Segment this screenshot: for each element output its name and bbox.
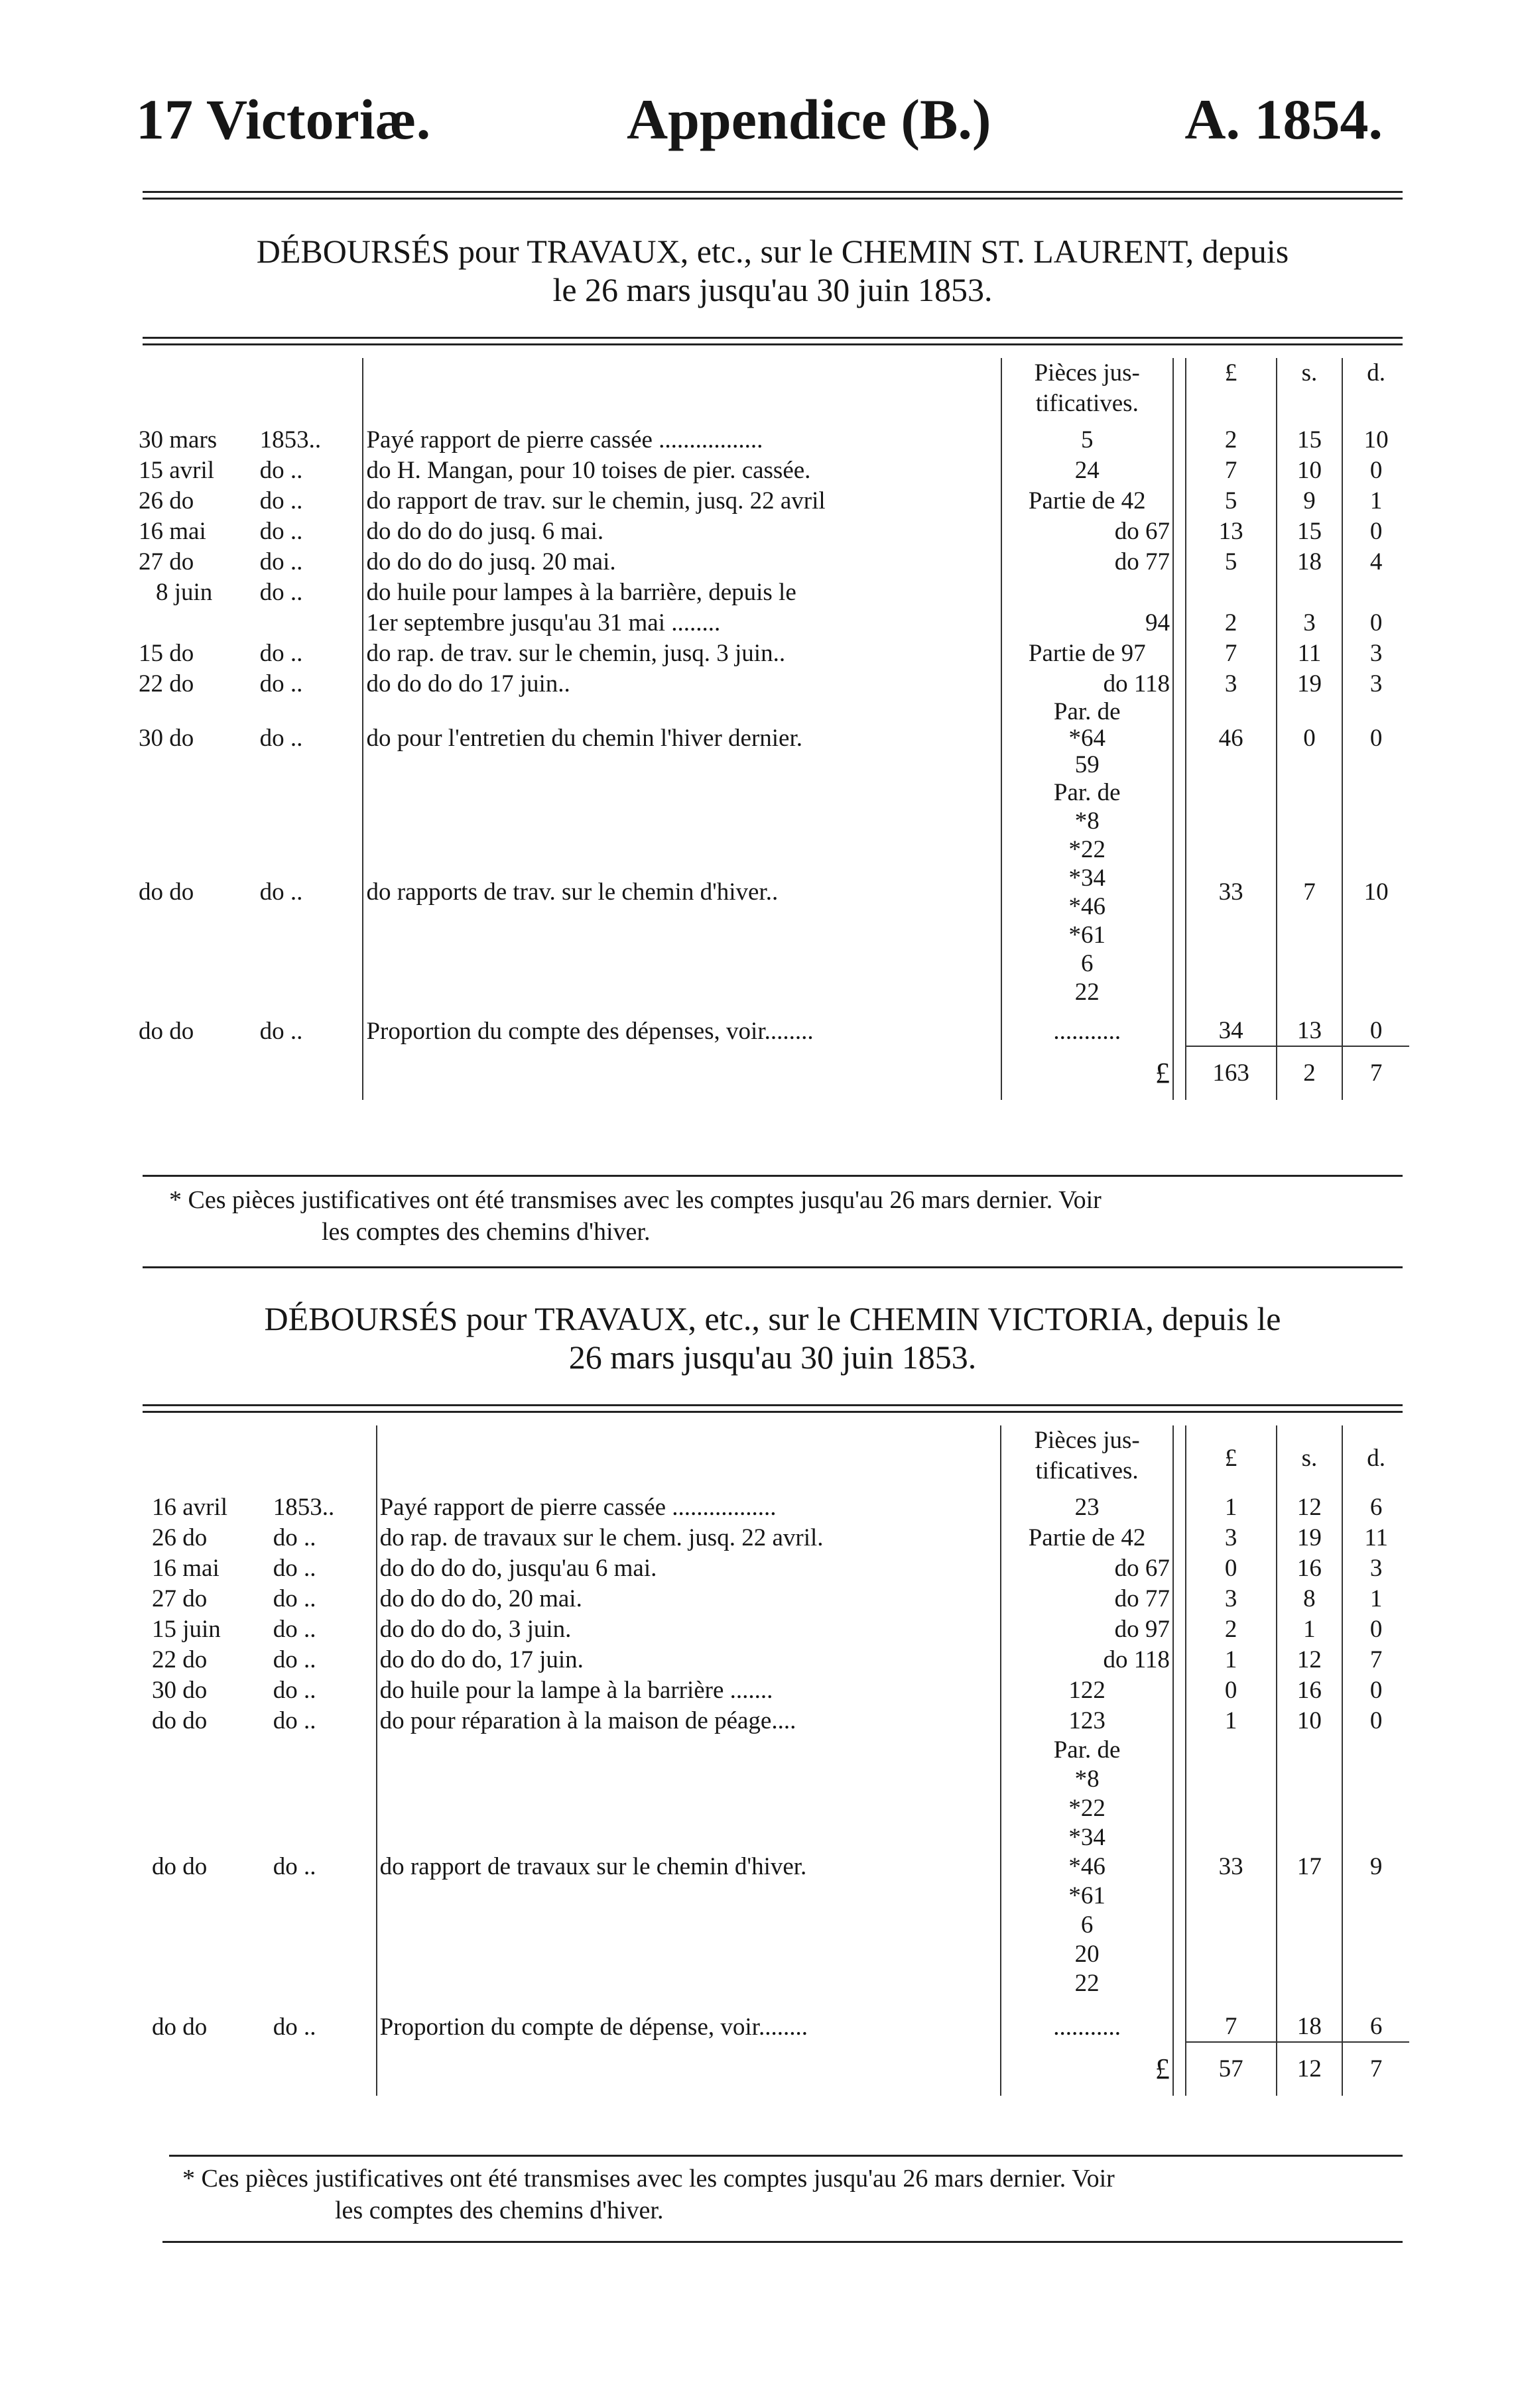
row-pence: 3 (1369, 670, 1383, 697)
row-shillings: 15 (1277, 424, 1343, 455)
section-divider (143, 1266, 1403, 1268)
piece-item: 6 (1081, 950, 1094, 977)
row-shillings: 3 (1277, 607, 1343, 638)
row-pence: 0 (1369, 518, 1383, 545)
row-date: 26 do (152, 1524, 208, 1551)
section1-table (136, 358, 1409, 1100)
piece-item: *22 (1068, 1795, 1105, 1822)
row-piece: do 118 (1001, 1644, 1173, 1675)
row-shillings: 1 (1277, 1614, 1343, 1644)
row-date: do do (152, 1853, 208, 1880)
row-date: 16 mai (139, 518, 206, 545)
row-date: 8 juin (156, 579, 213, 606)
row-description: Proportion du compte des dépenses, voir........ (363, 1006, 1001, 1046)
row-description: do rapports de trav. sur le chemin d'hiver.. (363, 778, 1001, 1006)
pence-header: d. (1367, 359, 1385, 387)
row-description: Payé rapport de pierre cassée ................. (377, 1492, 1001, 1522)
row-description: do huile pour la lampe à la barrière ....... (377, 1675, 1001, 1705)
row-date: 15 juin (152, 1616, 221, 1643)
row-date: 16 avril (152, 1494, 228, 1521)
row-description: do do do do, jusqu'au 6 mai. (377, 1553, 1001, 1583)
row-date: 16 mai (152, 1555, 220, 1582)
piece-item: 6 (1080, 1911, 1094, 1939)
row-year: do .. (257, 778, 363, 1006)
section2-title-line1: DÉBOURSÉS pour TRAVAUX, etc., sur le CHEMIN VICTORIA, depuis le (264, 1300, 1281, 1337)
row-description: do rapport de trav. sur le chemin, jusq. 22 avril (363, 485, 1001, 516)
row-date: do do (152, 2014, 208, 2041)
table-rule (143, 337, 1403, 339)
total-row (149, 2042, 1409, 2096)
row-piece: do 67 (1001, 1553, 1173, 1583)
row-year: do .. (257, 485, 363, 516)
table-row (149, 1998, 1409, 2042)
row-shillings: 8 (1277, 1583, 1343, 1614)
row-shillings: 13 (1277, 1006, 1343, 1046)
row-year: do .. (271, 1583, 377, 1614)
row-year: do .. (257, 638, 363, 668)
total-symbol: £ (1001, 1046, 1173, 1100)
row-piece: 23 (1001, 1492, 1173, 1522)
row-shillings (1277, 577, 1343, 607)
table-row (136, 668, 1409, 699)
row-pounds: 33 (1186, 778, 1277, 1006)
row-shillings: 18 (1277, 1998, 1343, 2042)
piece-item: *61 (1068, 922, 1105, 949)
row-pence: 0 (1369, 1616, 1383, 1643)
row-piece: 24 (1001, 455, 1173, 485)
row-date: 27 do (152, 1585, 208, 1612)
row-shillings: 12 (1277, 1644, 1343, 1675)
piece-item: Par. de (1053, 779, 1121, 806)
row-piece: 123 (1001, 1705, 1173, 1736)
footnote-line2: les comptes des chemins d'hiver. (322, 1218, 651, 1246)
footnote-line2: les comptes des chemins d'hiver. (335, 2197, 664, 2224)
row-piece: 122 (1001, 1675, 1173, 1705)
row-piece: do 77 (1001, 1583, 1173, 1614)
row-description: do pour réparation à la maison de péage.... (377, 1705, 1001, 1736)
row-date: 15 avril (139, 457, 215, 484)
row-pounds: 1 (1186, 1644, 1277, 1675)
row-pence: 0 (1369, 1017, 1383, 1044)
row-shillings: 16 (1277, 1675, 1343, 1705)
piece-item: 22 (1074, 1970, 1100, 1997)
row-pence: 6 (1369, 2013, 1383, 2040)
row-pounds: 2 (1186, 424, 1277, 455)
row-pounds: 2 (1186, 607, 1277, 638)
row-year: do .. (271, 1553, 377, 1583)
row-shillings: 7 (1277, 778, 1343, 1006)
row-pounds: 13 (1186, 516, 1277, 546)
row-pounds: 3 (1186, 1522, 1277, 1553)
table-row (149, 1492, 1409, 1522)
piece-item: Par. de (1053, 1736, 1121, 1764)
row-pounds: 2 (1186, 1614, 1277, 1644)
row-year: do .. (257, 1006, 363, 1046)
table-row (136, 577, 1409, 607)
row-year: do .. (257, 516, 363, 546)
row-description: do do do do, 3 juin. (377, 1614, 1001, 1644)
row-shillings: 19 (1277, 668, 1343, 699)
total-pence: 7 (1342, 2042, 1409, 2096)
row-piece: do 67 (1001, 516, 1173, 546)
table-row (149, 1553, 1409, 1583)
piece-item: 20 (1074, 1941, 1100, 1968)
row-piece (1001, 577, 1173, 607)
row-date: 15 do (139, 640, 194, 667)
row-description: do pour l'entretien du chemin l'hiver dernier. (363, 699, 1001, 778)
row-pence: 3 (1369, 1555, 1383, 1582)
row-pounds: 5 (1186, 485, 1277, 516)
row-date (136, 607, 257, 638)
footnote-line1: * Ces pièces justificatives ont été transmises avec les comptes jusqu'au 26 mars dernier. Voir (169, 1186, 1102, 1214)
bottom-rule (162, 2241, 1403, 2243)
row-description: Payé rapport de pierre cassée ................. (363, 424, 1001, 455)
row-piece: Partie de 42 (1001, 1522, 1173, 1553)
footnote-rule (143, 1175, 1403, 1177)
row-date: 30 mars (139, 426, 218, 453)
section1-title-line1: DÉBOURSÉS pour TRAVAUX, etc., sur le CHEMIN ST. LAURENT, depuis (256, 233, 1289, 270)
row-year: do .. (271, 1522, 377, 1553)
row-pence: 7 (1369, 1646, 1383, 1673)
piece-item: *64 (1068, 725, 1105, 752)
total-pounds: 57 (1186, 2042, 1277, 2096)
table-row (136, 516, 1409, 546)
row-date: do do (139, 878, 194, 906)
row-description: do rapport de travaux sur le chemin d'hiver. (377, 1736, 1001, 1998)
header-rule (143, 191, 1403, 193)
row-shillings: 19 (1277, 1522, 1343, 1553)
table-row (136, 424, 1409, 455)
row-pounds: 3 (1186, 1583, 1277, 1614)
row-year: do .. (271, 1675, 377, 1705)
section2-footnote (182, 2163, 1416, 2226)
row-shillings: 16 (1277, 1553, 1343, 1583)
row-date: 22 do (152, 1646, 208, 1673)
row-pounds (1186, 577, 1277, 607)
row-pence: 10 (1363, 878, 1389, 906)
table-row (136, 607, 1409, 638)
row-pence: 0 (1369, 1677, 1383, 1704)
footnote-rule (169, 2155, 1403, 2157)
row-year: do .. (271, 1998, 377, 2042)
running-header (136, 80, 1409, 159)
row-year: 1853.. (271, 1492, 377, 1522)
piece-item: *34 (1068, 1824, 1105, 1851)
row-pence: 0 (1369, 457, 1383, 484)
row-pounds: 3 (1186, 668, 1277, 699)
row-date: 26 do (139, 487, 194, 514)
row-pence: 0 (1369, 1707, 1383, 1734)
row-description: do H. Mangan, pour 10 toises de pier. cassée. (363, 455, 1001, 485)
total-shillings: 2 (1277, 1046, 1343, 1100)
shillings-header: s. (1277, 1425, 1343, 1492)
row-piece: ........... (1001, 1006, 1173, 1046)
header-right: A. 1854. (1184, 88, 1383, 151)
row-pence (1342, 577, 1409, 607)
total-shillings: 12 (1277, 2042, 1343, 2096)
pounds-header: £ (1186, 1425, 1277, 1492)
row-shillings: 10 (1277, 455, 1343, 485)
row-description: do do do do 17 juin.. (363, 668, 1001, 699)
row-shillings: 10 (1277, 1705, 1343, 1736)
row-pence: 1 (1369, 487, 1383, 514)
pieces-header: Pièces jus-tificatives. (1001, 358, 1173, 424)
table-row (149, 1583, 1409, 1614)
row-pence: 0 (1369, 725, 1383, 752)
row-year (257, 607, 363, 638)
table-row (149, 1644, 1409, 1675)
row-year: do .. (271, 1736, 377, 1998)
section1-title (136, 232, 1409, 309)
row-pounds: 46 (1186, 699, 1277, 778)
row-pounds: 33 (1186, 1736, 1277, 1998)
row-year: do .. (257, 546, 363, 577)
section1-title-line2: le 26 mars jusqu'au 30 juin 1853. (552, 271, 993, 308)
pieces-header: Pièces jus-tificatives. (1001, 1425, 1173, 1492)
row-piece: ........... (1001, 1998, 1173, 2042)
table-row (149, 1614, 1409, 1644)
shillings-header: s. (1277, 358, 1343, 424)
row-piece: do 97 (1001, 1614, 1173, 1644)
piece-item: *22 (1068, 836, 1105, 863)
section1-footnote (169, 1184, 1403, 1248)
table-row (136, 1006, 1409, 1046)
piece-item: Par. de (1053, 699, 1121, 725)
table-header-row (136, 358, 1409, 424)
footnote-line1: * Ces pièces justificatives ont été transmises avec les comptes jusqu'au 26 mars dernier. Voir (182, 2165, 1115, 2193)
piece-item: *46 (1068, 1853, 1105, 1880)
row-year: do .. (271, 1705, 377, 1736)
row-pounds: 7 (1186, 638, 1277, 668)
piece-item: *61 (1068, 1882, 1105, 1909)
row-shillings: 17 (1277, 1736, 1343, 1998)
row-description: 1er septembre jusqu'au 31 mai ........ (363, 607, 1001, 638)
row-description: Proportion du compte de dépense, voir........ (377, 1998, 1001, 2042)
row-pence: 1 (1369, 1585, 1383, 1612)
table-row-brace (136, 699, 1409, 778)
row-piece: Partie de 97 (1001, 638, 1173, 668)
row-pounds: 1 (1186, 1492, 1277, 1522)
section2-title (136, 1299, 1409, 1376)
table-row (149, 1675, 1409, 1705)
row-date: do do (152, 1707, 208, 1734)
row-description: do rap. de travaux sur le chem. jusq. 22 avril. (377, 1522, 1001, 1553)
row-date: 30 do (152, 1677, 208, 1704)
row-year: do .. (257, 699, 363, 778)
row-year: do .. (271, 1644, 377, 1675)
table-row (136, 638, 1409, 668)
section2-table (149, 1425, 1409, 2096)
row-piece: Partie de 42 (1001, 485, 1173, 516)
row-year: do .. (257, 455, 363, 485)
row-date: 30 do (139, 725, 194, 752)
row-pounds: 0 (1186, 1675, 1277, 1705)
piece-item: *46 (1068, 893, 1105, 920)
row-year: do .. (271, 1614, 377, 1644)
table-row-brace (149, 1736, 1409, 1998)
row-year: do .. (257, 668, 363, 699)
page (136, 0, 1409, 2408)
row-pounds: 1 (1186, 1705, 1277, 1736)
row-date: 27 do (139, 548, 194, 575)
piece-item: 22 (1074, 979, 1100, 1006)
row-pounds: 7 (1186, 455, 1277, 485)
table-row (136, 546, 1409, 577)
row-pounds: 7 (1186, 1998, 1277, 2042)
table-row (149, 1522, 1409, 1553)
row-description: do huile pour lampes à la barrière, depuis le (363, 577, 1001, 607)
row-date: do do (139, 1018, 194, 1045)
piece-item: *34 (1068, 865, 1105, 892)
piece-item: 59 (1074, 751, 1100, 778)
row-shillings: 18 (1277, 546, 1343, 577)
row-pence: 10 (1363, 426, 1389, 453)
row-date: 22 do (139, 670, 194, 697)
section2-title-line2: 26 mars jusqu'au 30 juin 1853. (568, 1339, 977, 1376)
row-description: do do do do jusq. 6 mai. (363, 516, 1001, 546)
row-description: do do do do jusq. 20 mai. (363, 546, 1001, 577)
table-row (149, 1705, 1409, 1736)
row-pounds: 5 (1186, 546, 1277, 577)
table-rule (143, 343, 1403, 345)
row-pounds: 0 (1186, 1553, 1277, 1583)
header-rule (143, 198, 1403, 200)
total-symbol: £ (1001, 2042, 1173, 2096)
table-header-row (149, 1425, 1409, 1492)
header-left: 17 Victoriæ. (136, 88, 431, 151)
row-pence: 11 (1364, 1524, 1388, 1551)
piece-item: *8 (1074, 808, 1100, 835)
row-piece-list (1001, 699, 1173, 778)
row-piece: 94 (1001, 607, 1173, 638)
row-shillings: 12 (1277, 1492, 1343, 1522)
row-shillings: 9 (1277, 485, 1343, 516)
row-pence: 3 (1369, 640, 1383, 667)
row-pounds: 34 (1186, 1006, 1277, 1046)
row-description: do do do do, 17 juin. (377, 1644, 1001, 1675)
table-row (136, 485, 1409, 516)
table-rule (143, 1404, 1403, 1406)
table-rule (143, 1411, 1403, 1413)
row-shillings: 11 (1277, 638, 1343, 668)
row-year: do .. (257, 577, 363, 607)
row-shillings: 0 (1277, 699, 1343, 778)
table-row-brace (136, 778, 1409, 1006)
row-pence: 4 (1369, 548, 1383, 575)
row-description: do rap. de trav. sur le chemin, jusq. 3 juin.. (363, 638, 1001, 668)
row-piece-list (1001, 1736, 1173, 1998)
table-row (136, 455, 1409, 485)
row-piece-list (1001, 778, 1173, 1006)
total-row (136, 1046, 1409, 1100)
row-pence: 6 (1369, 1494, 1383, 1521)
row-piece: do 77 (1001, 546, 1173, 577)
total-pence: 7 (1342, 1046, 1409, 1100)
row-pence: 0 (1369, 609, 1383, 636)
row-description: do do do do, 20 mai. (377, 1583, 1001, 1614)
row-piece: do 118 (1001, 668, 1173, 699)
row-pence: 9 (1369, 1853, 1383, 1880)
row-year: 1853.. (257, 424, 363, 455)
total-pounds: 163 (1186, 1046, 1277, 1100)
piece-item: *8 (1074, 1766, 1100, 1793)
row-shillings: 15 (1277, 516, 1343, 546)
header-center: Appendice (B.) (627, 88, 991, 151)
row-piece: 5 (1001, 424, 1173, 455)
pence-header: d. (1367, 1445, 1385, 1472)
pounds-header: £ (1186, 358, 1277, 424)
